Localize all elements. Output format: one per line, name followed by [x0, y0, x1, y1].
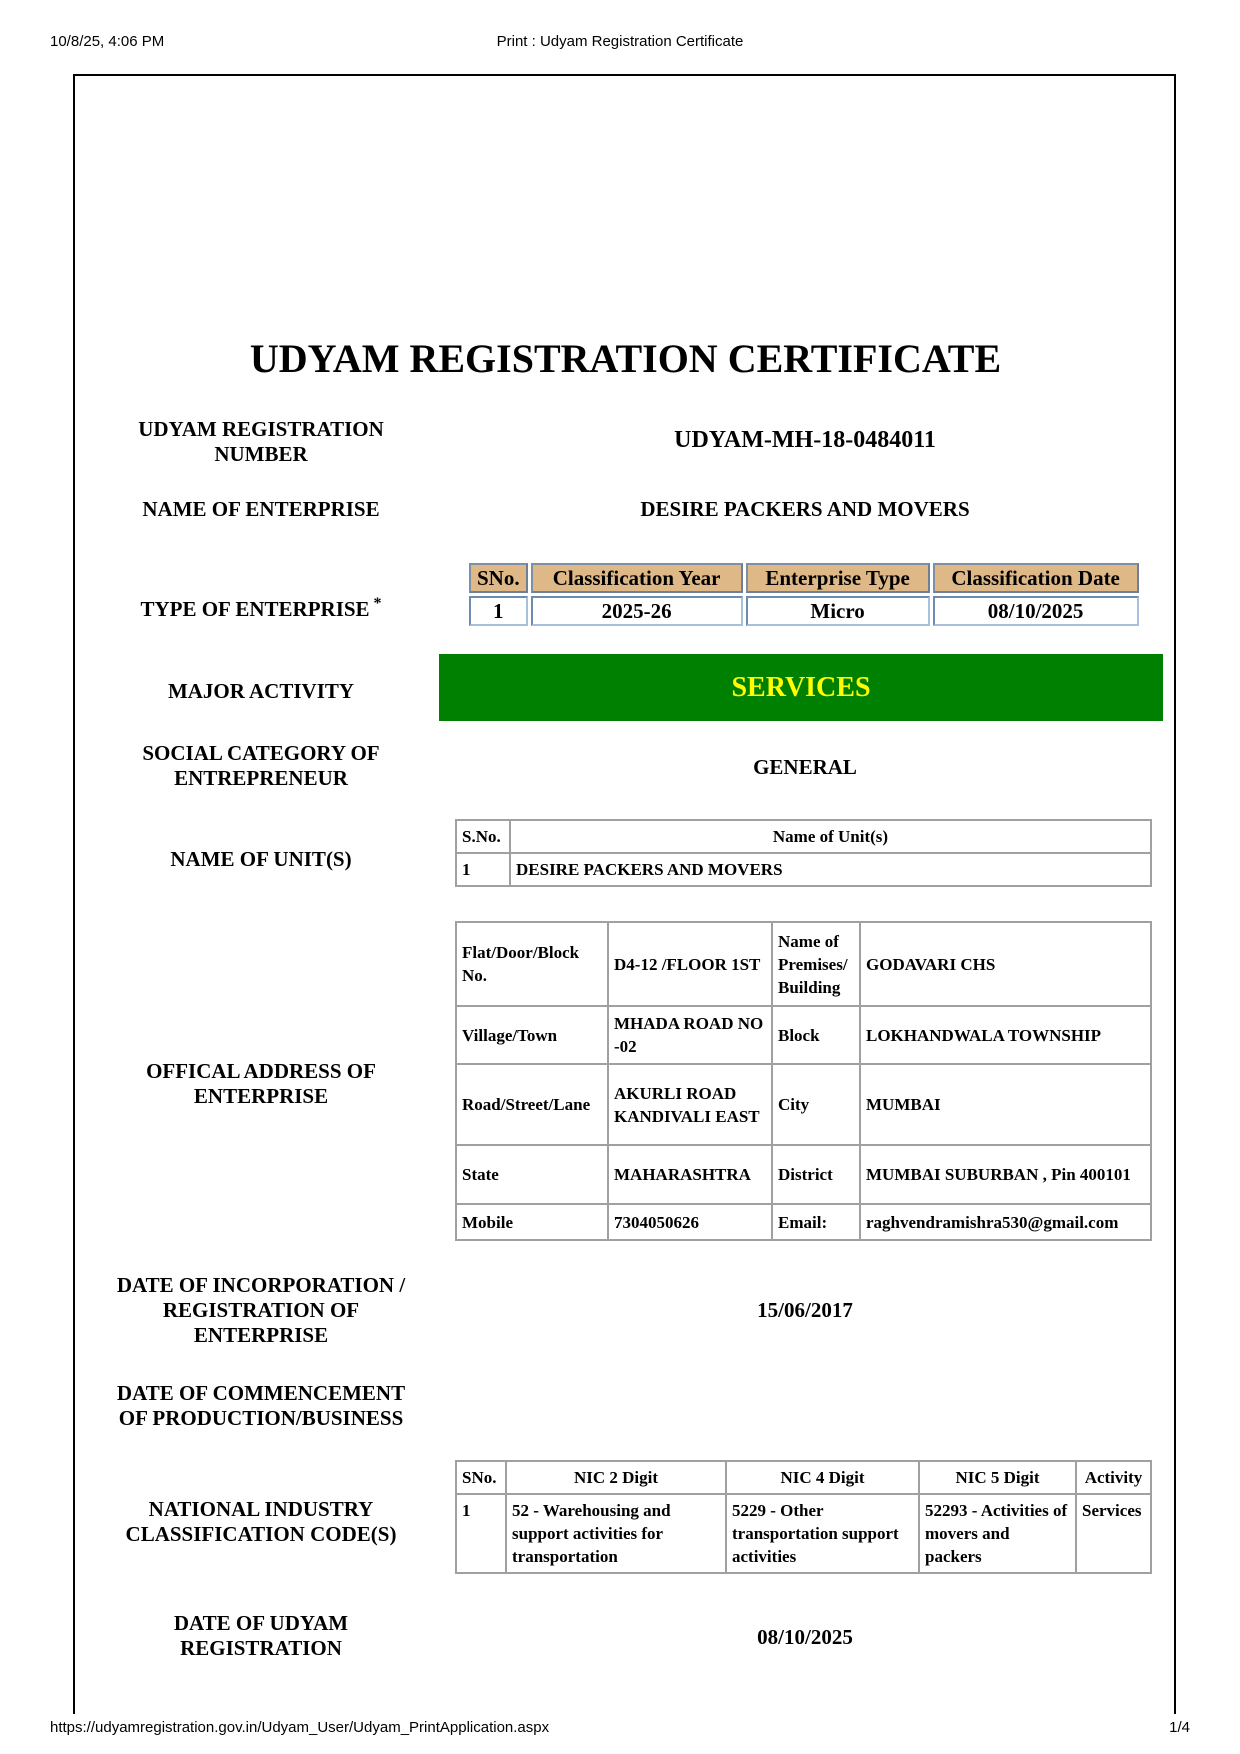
major-activity-banner: SERVICES — [439, 654, 1163, 721]
table-row — [456, 1064, 1151, 1145]
label-line: ENTERPRISE — [193, 1323, 329, 1347]
field-value: 7304050626 — [608, 1204, 772, 1240]
field-label: District — [772, 1145, 860, 1204]
field-value: D4-12 /FLOOR 1ST — [608, 922, 772, 1006]
table-cell: 1 — [469, 596, 528, 626]
column-header: Classification Year — [531, 563, 743, 593]
table-row — [456, 1494, 1151, 1573]
column-header: Activity — [1076, 1461, 1151, 1494]
column-header: NIC 5 Digit — [919, 1461, 1076, 1494]
table-header-row — [456, 1461, 1151, 1494]
label-line: CLASSIFICATION CODE(S) — [125, 1522, 397, 1546]
label-line: NUMBER — [214, 442, 308, 466]
field-label: Village/Town — [456, 1006, 608, 1064]
major-activity-label: MAJOR ACTIVITY — [167, 679, 355, 703]
label-line: NATIONAL INDUSTRY — [148, 1497, 374, 1521]
print-page-title: Print : Udyam Registration Certificate — [496, 33, 744, 50]
column-header: NIC 2 Digit — [506, 1461, 726, 1494]
field-label: Email: — [772, 1204, 860, 1240]
enterprise-name-label: NAME OF ENTERPRISE — [142, 497, 380, 521]
unit-names-label: NAME OF UNIT(S) — [170, 847, 352, 871]
label-line: REGISTRATION — [180, 1636, 342, 1660]
column-header: S.No. — [456, 820, 510, 853]
field-label: Block — [772, 1006, 860, 1064]
label-text: TYPE OF ENTERPRISE — [140, 597, 370, 621]
column-header: SNo. — [456, 1461, 506, 1494]
field-value: MHADA ROAD NO -02 — [608, 1006, 772, 1064]
table-cell: 52 - Warehousing and support activities for transportation — [506, 1494, 726, 1573]
field-label: Name of Premises/ Building — [772, 922, 860, 1006]
field-value: MAHARASHTRA — [608, 1145, 772, 1204]
field-value: GODAVARI CHS — [860, 922, 1151, 1006]
incorporation-date-value: 15/06/2017 — [757, 1298, 853, 1322]
social-category-value: GENERAL — [753, 755, 857, 779]
field-label: State — [456, 1145, 608, 1204]
print-datetime: 10/8/25, 4:06 PM — [50, 33, 165, 50]
units-table — [455, 819, 1152, 887]
certificate-title: UDYAM REGISTRATION CERTIFICATE — [249, 336, 1002, 381]
label-line: SOCIAL CATEGORY OF — [142, 741, 380, 765]
registration-number-value: UDYAM-MH-18-0484011 — [674, 427, 936, 453]
table-cell: 5229 - Other transportation support activities — [726, 1494, 919, 1573]
enterprise-name-value: DESIRE PACKERS AND MOVERS — [640, 497, 970, 521]
table-row — [469, 596, 1139, 626]
udyam-registration-date-label — [100, 1611, 422, 1661]
incorporation-date-label — [100, 1273, 422, 1348]
enterprise-type-label — [100, 591, 422, 622]
table-cell: 08/10/2025 — [933, 596, 1139, 626]
column-header: Name of Unit(s) — [510, 820, 1151, 853]
label-line: DATE OF UDYAM — [173, 1611, 349, 1635]
label-line: ENTREPRENEUR — [174, 766, 348, 790]
field-value: MUMBAI — [860, 1064, 1151, 1145]
table-cell: Micro — [746, 596, 930, 626]
field-label: Mobile — [456, 1204, 608, 1240]
table-row — [456, 1204, 1151, 1240]
address-label — [100, 1059, 422, 1109]
commencement-date-label — [100, 1381, 422, 1431]
table-header-row — [456, 820, 1151, 853]
social-category-label — [100, 741, 422, 791]
nic-table — [455, 1460, 1152, 1574]
column-header: NIC 4 Digit — [726, 1461, 919, 1494]
label-line: REGISTRATION OF — [162, 1298, 360, 1322]
table-cell: 52293 - Activities of movers and packers — [919, 1494, 1076, 1573]
column-header: SNo. — [469, 563, 528, 593]
udyam-registration-date-value: 08/10/2025 — [757, 1625, 853, 1649]
address-table — [455, 921, 1152, 1241]
print-page-number: 1/4 — [1169, 1719, 1190, 1736]
label-line: OFFICAL ADDRESS OF — [146, 1059, 376, 1083]
print-url: https://udyamregistration.gov.in/Udyam_User/Udyam_PrintApplication.aspx — [50, 1719, 550, 1736]
table-row — [456, 922, 1151, 1006]
field-label: Road/Street/Lane — [456, 1064, 608, 1145]
table-cell: 1 — [456, 1494, 506, 1573]
email-value: raghvendramishra530@gmail.com — [860, 1204, 1151, 1240]
label-line: UDYAM REGISTRATION — [138, 417, 384, 441]
label-line: ENTERPRISE — [193, 1084, 329, 1108]
field-label: City — [772, 1064, 860, 1145]
table-row — [456, 1145, 1151, 1204]
registration-number-label — [100, 417, 422, 467]
column-header: Enterprise Type — [746, 563, 930, 593]
field-value: MUMBAI SUBURBAN , Pin 400101 — [860, 1145, 1151, 1204]
label-line: OF PRODUCTION/BUSINESS — [118, 1406, 404, 1430]
field-value: LOKHANDWALA TOWNSHIP — [860, 1006, 1151, 1064]
table-cell: 2025-26 — [531, 596, 743, 626]
table-cell: DESIRE PACKERS AND MOVERS — [510, 853, 1151, 886]
table-cell: 1 — [456, 853, 510, 886]
table-row — [456, 853, 1151, 886]
label-line: DATE OF COMMENCEMENT — [116, 1381, 406, 1405]
table-header-row — [469, 563, 1139, 593]
table-cell: Services — [1076, 1494, 1151, 1573]
nic-codes-label — [100, 1497, 422, 1547]
field-value: AKURLI ROAD KANDIVALI EAST — [608, 1064, 772, 1145]
table-row — [456, 1006, 1151, 1064]
required-asterisk: * — [373, 595, 382, 612]
field-label: Flat/Door/Block No. — [456, 922, 608, 1006]
column-header: Classification Date — [933, 563, 1139, 593]
label-line: DATE OF INCORPORATION / — [116, 1273, 406, 1297]
classification-table — [466, 560, 1142, 629]
